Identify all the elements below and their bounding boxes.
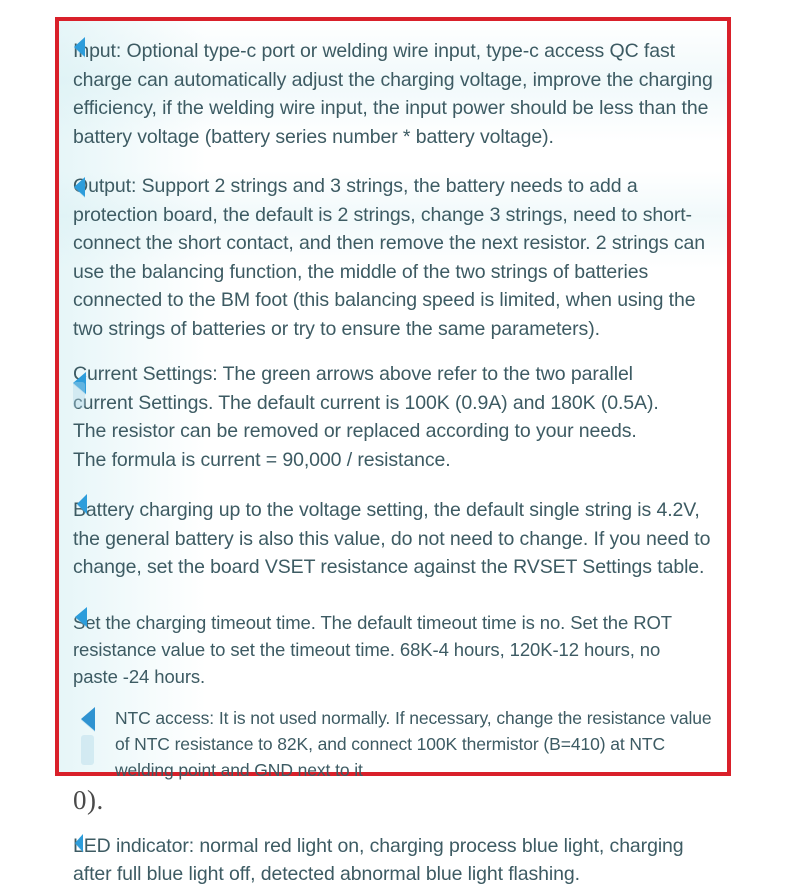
paragraph-current-settings [73,360,665,474]
scan-smudge [81,735,94,765]
paragraph-led-indicator [73,832,721,889]
triangle-left-icon [81,707,95,731]
paragraph-ntc-access [115,705,715,783]
stray-text-fragment: 0). [73,784,104,815]
paragraph-charging-timeout-text: Set the charging timeout time. The default timeout time is no. Set the ROT resistance value to set the timeout time. 68K-4 hours, 120K-12 hours, no paste -24 hours. [73,611,672,687]
paragraph-ntc-access-text: NTC access: It is not used normally. If necessary, change the resistance value of NTC resistance to 82K, and connect 100K thermistor (B=410) at NTC welding point and GND next to it [115,707,712,780]
paragraph-battery-charging-text: Battery charging up to the voltage setting, the default single string is 4.2V, the general battery is also this value, do not need to change. If you need to change, set the board VSET resistance against the RVSET Settings table. [73,499,711,578]
paragraph-output [73,172,721,343]
paragraph-battery-charging [73,496,721,582]
paragraph-charging-timeout [73,609,701,690]
paragraph-input [73,37,721,151]
paragraph-output-text: Output: Support 2 strings and 3 strings, the battery needs to add a protection board, the default is 2 strings, change 3 strings, need to short-connect the short contact, and then remove the next resistor. 2 strings can use the balancing function, the middle of the two strings of batteries connected to the BM foot (this balancing speed is limited, when using the two strings of batteries or try to ensure the same parameters). [73,175,706,340]
paragraph-current-settings-text: Current Settings: The green arrows above refer to the two parallel current Settings. The default current is 100K (0.9A) and 180K (0.5A). The resistor can be removed or replaced according to your needs. The formula is current = 90,000 / resistance. [73,363,659,471]
document-frame [55,17,731,885]
document-content [73,37,717,885]
document-paper [59,21,727,885]
paragraph-led-indicator-text: LED indicator: normal red light on, charging process blue light, charging after full blue light off, detected abnormal blue light flashing. [73,834,684,885]
paragraph-input-text: Input: Optional type-c port or welding wire input, type-c access QC fast charge can automatically adjust the charging voltage, improve the charging efficiency, if the welding wire input, the input power should be less than the battery voltage (battery series number * battery voltage). [73,40,713,148]
